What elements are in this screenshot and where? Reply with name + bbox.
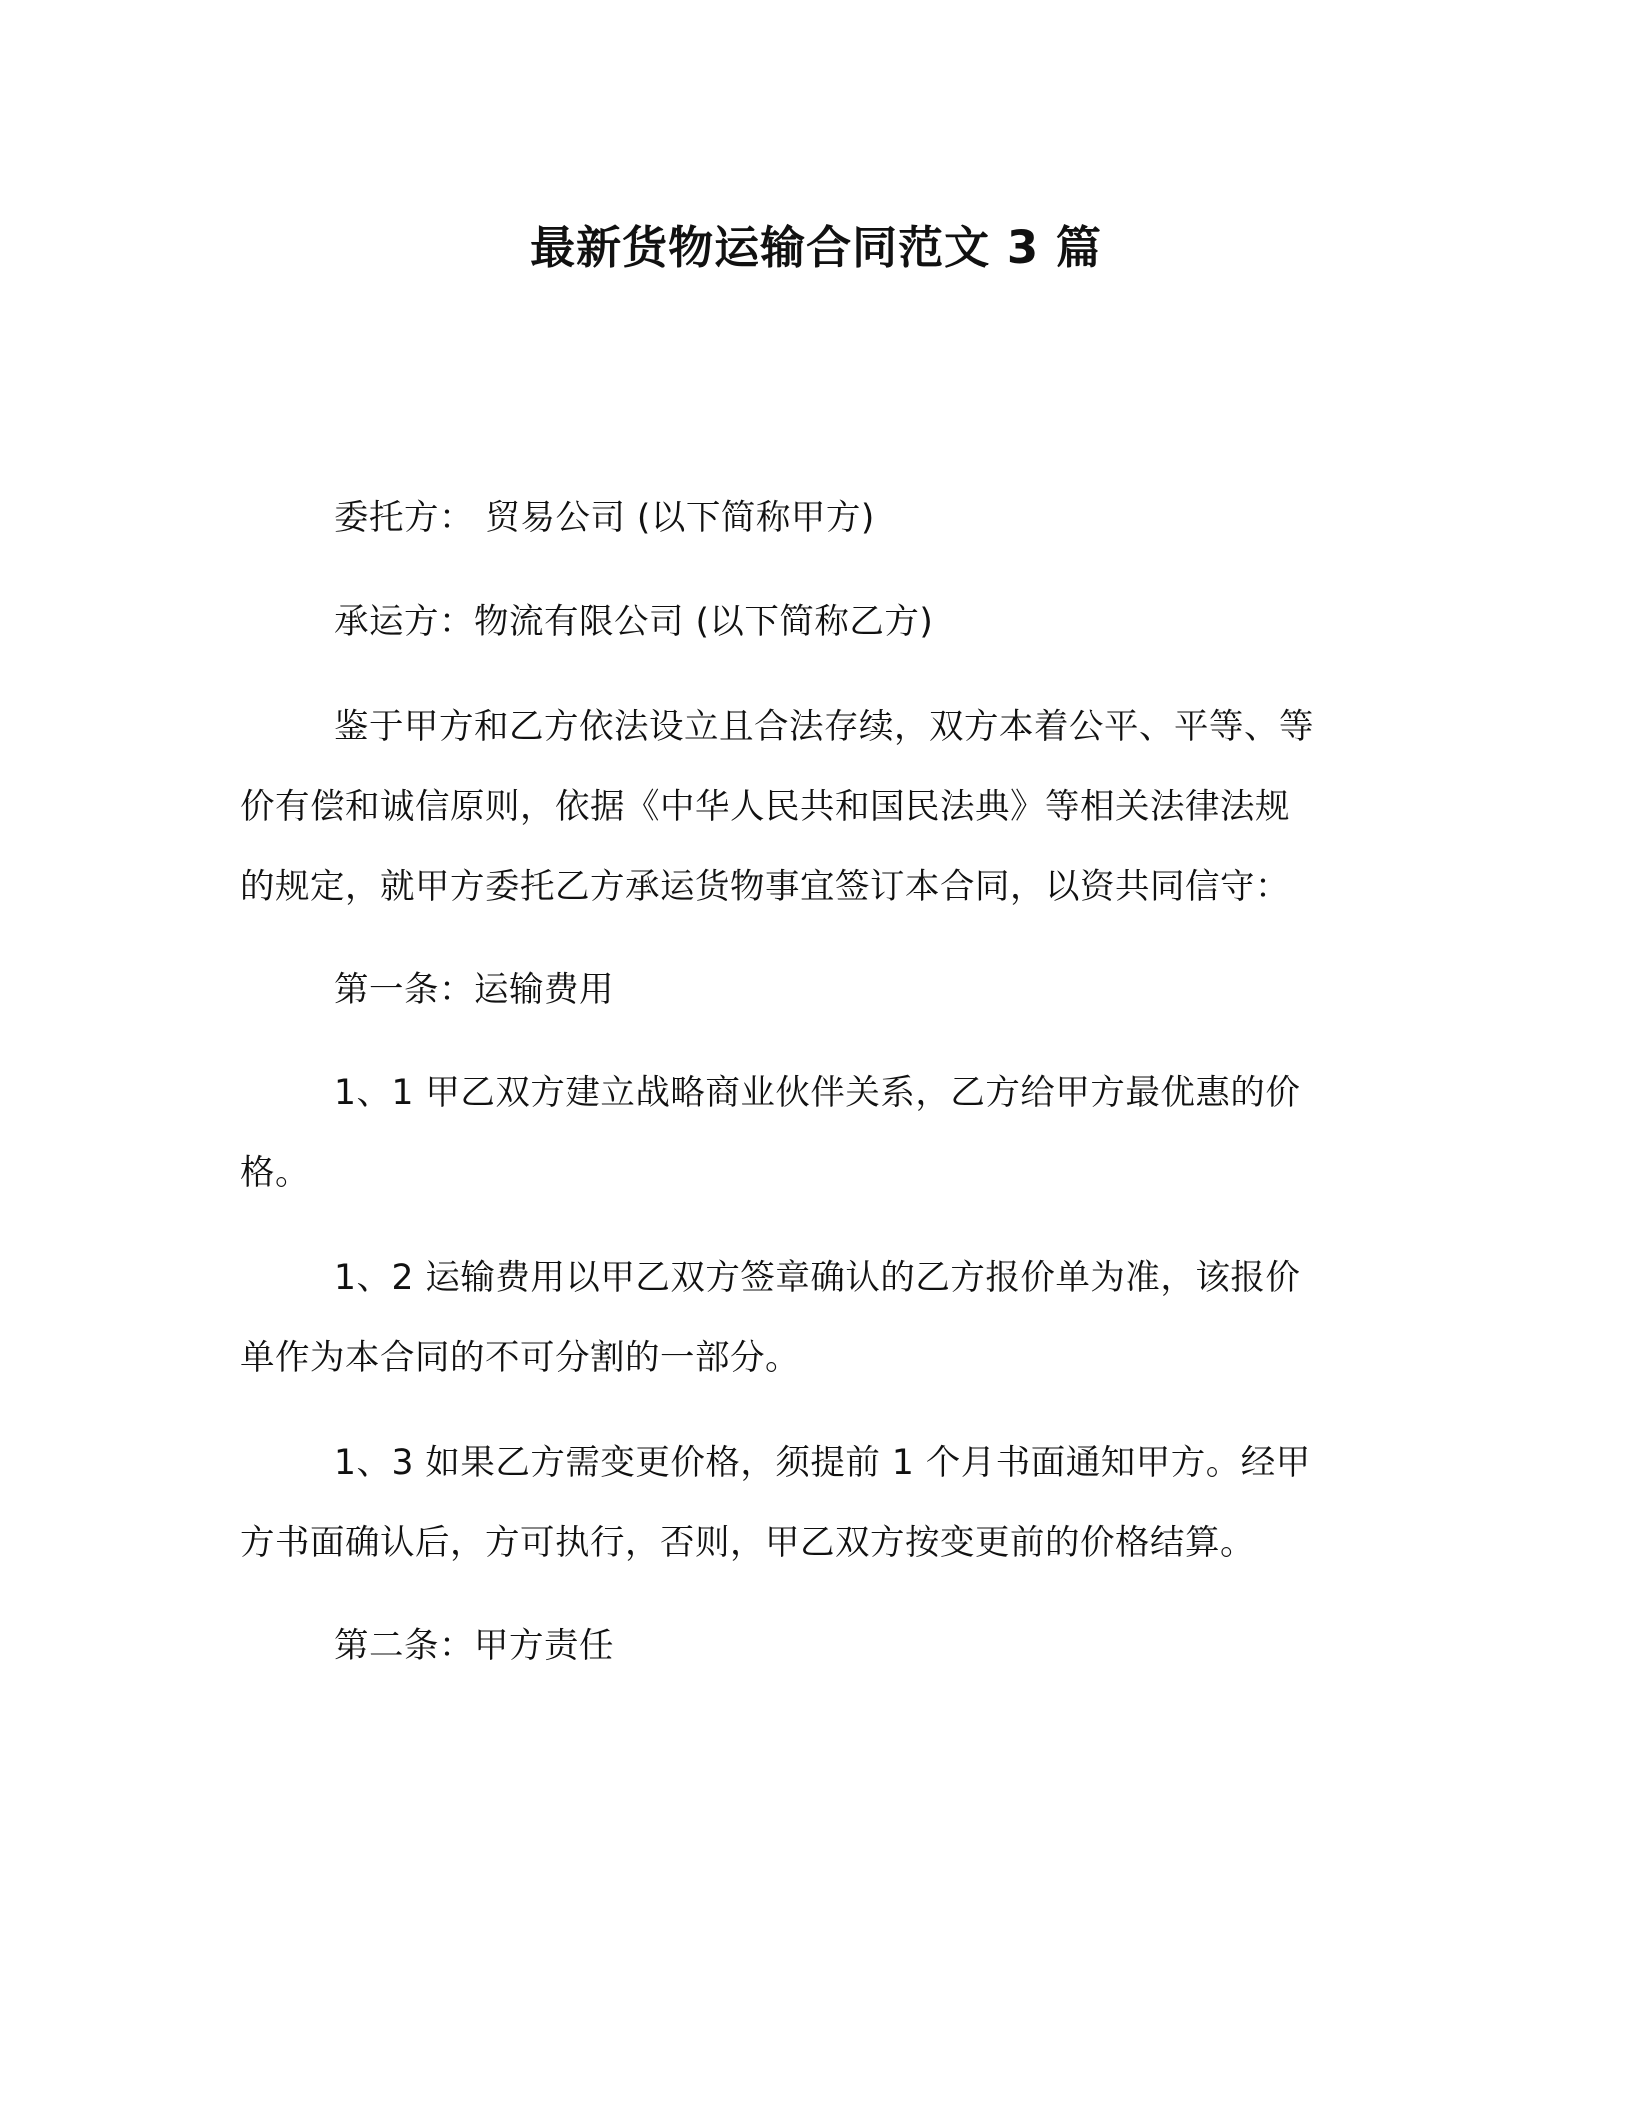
preamble-line-3: 的规定，就甲方委托乙方承运货物事宜签订本合同，以资共同信守： — [240, 867, 1290, 907]
clause-1-2-line-1: 1、2 运输费用以甲乙双方签章确认的乙方报价单为准，该报价 — [334, 1258, 1301, 1298]
clause-1-2-line-2: 单作为本合同的不可分割的一部分。 — [240, 1338, 800, 1378]
clause-1-3-line-1: 1、3 如果乙方需变更价格，须提前 1 个月书面通知甲方。经甲 — [334, 1443, 1311, 1483]
article-1-heading: 第一条：运输费用 — [334, 970, 614, 1010]
clause-1-1-line-1: 1、1 甲乙双方建立战略商业伙伴关系，乙方给甲方最优惠的价 — [334, 1073, 1301, 1113]
clause-1-1-line-2: 格。 — [240, 1153, 310, 1193]
carrier-party-line: 承运方：物流有限公司 (以下简称乙方) — [334, 602, 934, 642]
article-2-heading: 第二条：甲方责任 — [334, 1626, 614, 1666]
clause-1-3-line-2: 方书面确认后，方可执行，否则，甲乙双方按变更前的价格结算。 — [240, 1523, 1255, 1563]
preamble-line-1: 鉴于甲方和乙方依法设立且合法存续，双方本着公平、平等、等 — [334, 707, 1314, 747]
preamble-line-2: 价有偿和诚信原则，依据《中华人民共和国民法典》等相关法律法规 — [240, 787, 1290, 827]
document-title: 最新货物运输合同范文 3 篇 — [530, 221, 1102, 274]
client-party-line: 委托方： 贸易公司 (以下简称甲方) — [334, 498, 875, 538]
